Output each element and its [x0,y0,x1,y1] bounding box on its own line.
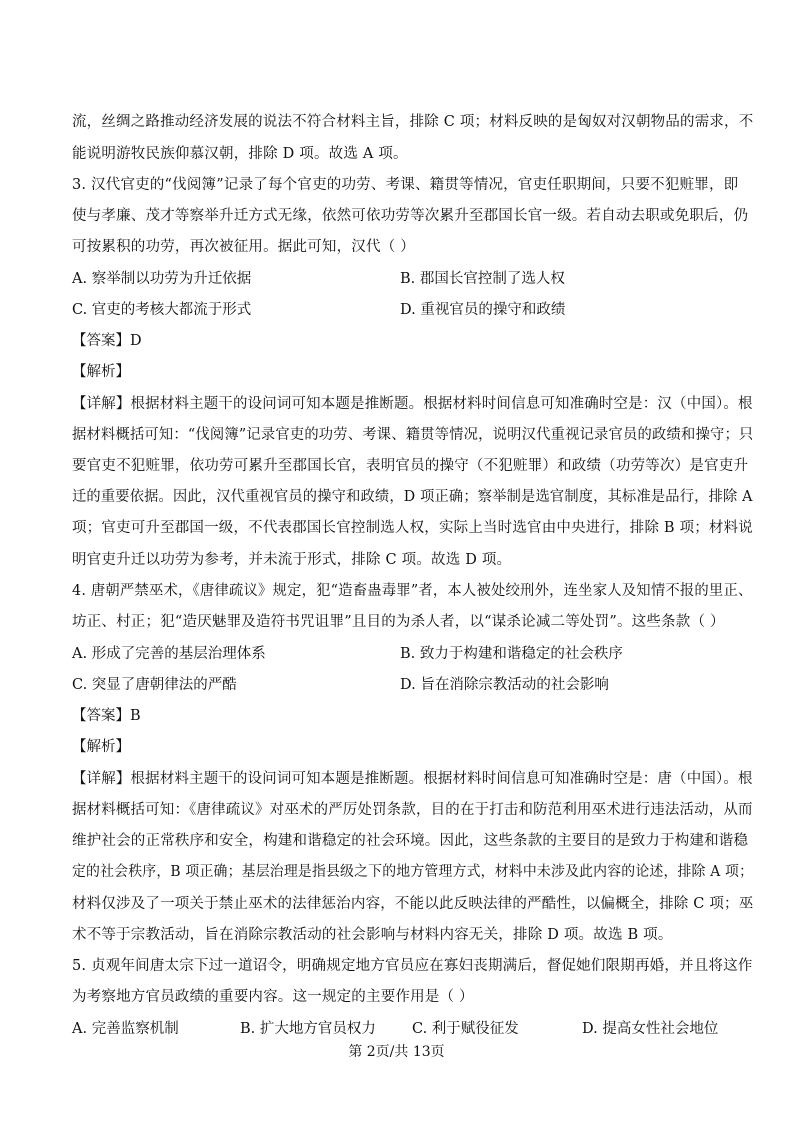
question-5-stem: 为考察地方官员政绩的重要内容。这一规定的主要作用是（ ） [72,989,474,1005]
question-3-detail: 明官吏升迁以功劳为参考，并未流于形式，排除 C 项。故选 D 项。 [72,552,512,568]
question-3-stem: 使与孝廉、茂才等察举升迁方式无缘，依然可依功劳等次累升至郡国长官一级。若自动去职或免职后，仍 [72,208,749,224]
question-4-stem: 4. 唐朝严禁巫术，《唐律疏议》规定，犯“造畜蛊毒罪”者，本人被处绞刑外，连坐家人及知情不报的里正、 [72,583,753,599]
question-3-detail: 【详解】根据材料主题干的设问词可知本题是推断题。根据材料时间信息可知准确时空是：汉（中国）。根 [72,396,753,412]
question-5-option-b: B. 扩大地方官员权力 [240,1021,376,1037]
paragraph-line: 流，丝绸之路推动经济发展的说法不符合材料主旨，排除 C 项；材料反映的是匈奴对汉朝物品的需求，不 [72,114,754,130]
question-3-option-d: D. 重视官员的操守和政绩 [400,302,566,318]
question-3-analysis-label: 【解析】 [72,364,130,380]
question-4-detail: 维护社会的正常秩序和安全，构建和谐稳定的社会环境。因此，这些条款的主要目的是致力于构建和谐稳 [72,833,749,849]
question-4-stem: 坊正、村正；犯“造厌魅罪及造符书咒诅罪”且目的为杀人者，以“谋杀论减二等处罚”。这些条款（ ） [72,614,725,630]
question-3-detail: 要官吏不犯赃罪，依功劳可累升至郡国长官，表明官员的操守（不犯赃罪）和政绩（功劳等次）是官吏升 [72,458,749,474]
question-3-option-a: A. 察举制以功劳为升迁依据 [72,271,252,287]
question-4-analysis-label: 【解析】 [72,739,130,755]
question-4-detail: 【详解】根据材料主题干的设问词可知本题是推断题。根据材料时间信息可知准确时空是：唐（中国）。根 [72,771,753,787]
question-4-option-c: C. 突显了唐朝律法的严酷 [72,677,237,693]
question-4-detail: 定的社会秩序，B 项正确；基层治理是指县级之下的地方管理方式，材料中未涉及此内容的论述，排除 A 项； [72,864,754,880]
question-4-option-a: A. 形成了完善的基层治理体系 [72,646,266,662]
question-5-option-d: D. 提高女性社会地位 [582,1021,719,1037]
question-4-detail: 材料仅涉及了一项关于禁止巫术的法律惩治内容，不能以此反映法律的严酷性，以偏概全，排除 C 项；巫 [72,896,754,912]
question-3-option-c: C. 官吏的考核大都流于形式 [72,302,252,318]
question-3-option-b: B. 郡国长官控制了选人权 [400,271,565,287]
question-3-detail: 据材料概括可知：“伐阅簿”记录官吏的功劳、考课、籍贯等情况，说明汉代重视记录官员的政绩和操守；只 [72,427,754,443]
question-4-detail: 据材料概括可知：《唐律疏议》对巫术的严厉处罚条款，目的在于打击和防范利用巫术进行违法活动，从而 [72,802,753,818]
paragraph-line: 能说明游牧民族仰慕汉朝，排除 D 项。故选 A 项。 [72,146,408,162]
question-5-option-c: C. 利于赋役征发 [412,1021,519,1037]
question-4-answer: 【答案】B [72,708,141,724]
question-3-detail: 迁的重要依据。因此，汉代重视官员的操守和政绩，D 项正确；察举制是选官制度，其标准是品行，排除 A [72,489,753,505]
question-5-stem: 5. 贞观年间唐太宗下过一道诏令，明确规定地方官员应在寡妇丧期满后，督促她们限期再婚，并且将这作 [72,958,753,974]
question-3-stem: 3. 汉代官吏的“伐阅簿”记录了每个官吏的功劳、考课、籍贯等情况，官吏任职期间，只要不犯赃罪，即 [72,177,739,193]
question-3-stem: 可按累积的功劳，再次被征用。据此可知，汉代（ ） [72,239,415,255]
question-5-option-a: A. 完善监察机制 [72,1021,179,1037]
question-4-detail: 术不等于宗教活动，旨在消除宗教活动的社会影响与材料内容无关，排除 D 项。故选 B 项。 [72,927,673,943]
question-4-option-b: B. 致力于构建和谐稳定的社会秩序 [400,646,623,662]
question-4-option-d: D. 旨在消除宗教活动的社会影响 [400,677,609,693]
page-footer: 第 2页/共 13页 [348,1044,445,1060]
question-3-detail: 项；官吏可升至郡国一级，不代表郡国长官控制选人权，实际上当时选官由中央进行，排除 B 项；材料说 [72,520,753,536]
question-3-answer: 【答案】D [72,333,142,349]
